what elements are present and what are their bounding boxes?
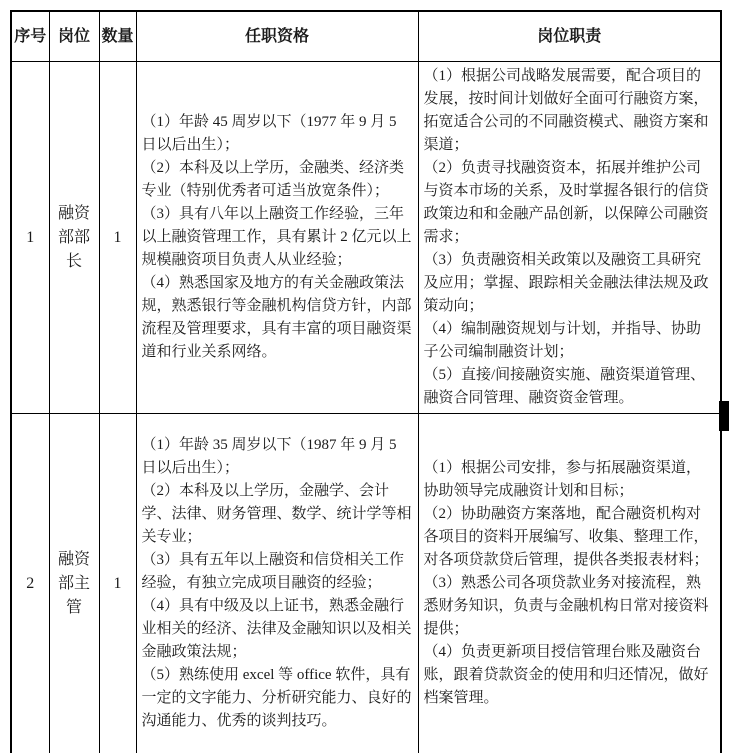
qualification-item: （4）熟悉国家及地方的有关金融政策法规，熟悉银行等金融机构信贷方针，内部流程及管理要求，具有丰富的项目融资渠道和行业关系网络。 (141, 275, 412, 360)
qualification-item: （5）熟练使用 excel 等 office 软件，具有一定的文字能力、分析研究能力、良好的沟通能力、优秀的谈判技巧。 (141, 667, 412, 730)
qualifications-cell (136, 62, 418, 414)
seq-cell: 2 (11, 414, 49, 753)
qualification-item: （2）本科及以上学历，金融类、经济类专业（特别优秀者可适当放宽条件）； (141, 160, 405, 199)
qualification-item: （1）年龄 35 周岁以下（1987 年 9 月 5 日以后出生）； (141, 437, 397, 477)
table-row (11, 414, 721, 753)
qualification-item: （2）本科及以上学历，金融学、会计学、法律、财务管理、数学、统计学等相关专业； (141, 483, 412, 546)
duty-item: （4）编制融资规划与计划，并指导、协助子公司编制融资计划； (423, 321, 702, 360)
count-cell: 1 (99, 62, 136, 414)
header-qualifications: 任职资格 (136, 11, 418, 62)
duties-cell (418, 62, 721, 414)
job-positions-table (10, 10, 722, 753)
duty-item: （1）根据公司安排，参与拓展融资渠道，协助领导完成融资计划和目标； (423, 460, 702, 500)
duty-item: （2）负责寻找融资资本，拓展并维护公司与资本市场的关系，及时掌握各银行的信贷政策边和和金融产品创新，以保障公司融资需求； (423, 160, 709, 245)
header-count: 数量 (99, 11, 136, 62)
table-header-row (11, 11, 721, 62)
table-row (11, 62, 721, 414)
qualifications-cell (136, 414, 418, 753)
seq-cell: 1 (11, 62, 49, 414)
duty-item: （5）直接/间接融资实施、融资渠道管理、融资合同管理、融资资金管理。 (423, 367, 706, 406)
black-mark-artifact (719, 401, 729, 431)
position-cell: 融资部部长 (49, 62, 99, 414)
count-cell: 1 (99, 414, 136, 753)
qualification-item: （1）年龄 45 周岁以下（1977 年 9 月 5 日以后出生）； (141, 114, 397, 153)
duty-item: （3）熟悉公司各项贷款业务对接流程，熟悉财务知识，负责与金融机构日常对接资料提供； (423, 575, 709, 638)
qualification-item: （3）具有五年以上融资和信贷相关工作经验，有独立完成项目融资的经验； (141, 552, 405, 592)
duty-item: （3）负责融资相关政策以及融资工具研究及应用；掌握、跟踪相关金融法律法规及政策动向； (423, 252, 709, 314)
duty-item: （1）根据公司战略发展需要，配合项目的发展，按时间计划做好全面可行融资方案，拓宽适合公司的不同融资模式、融资方案和渠道； (423, 68, 709, 153)
qualification-item: （3）具有八年以上融资工作经验，三年以上融资管理工作，具有累计 2 亿元以上规模融资项目负责人从业经验； (141, 206, 412, 268)
duty-item: （2）协助融资方案落地，配合融资机构对各项目的资料开展编写、收集、整理工作，对各项贷款贷后管理，提供各类报表材料； (423, 506, 709, 569)
duty-item: （4）负责更新项目授信管理台账及融资台账，跟着贷款资金的使用和归还情况，做好档案管理。 (423, 644, 709, 707)
qualification-item: （4）具有中级及以上证书，熟悉金融行业相关的经济、法律及金融知识以及相关金融政策法规； (141, 598, 412, 661)
header-duties: 岗位职责 (418, 11, 721, 62)
duties-cell (418, 414, 721, 753)
header-position: 岗位 (49, 11, 99, 62)
position-cell: 融资部主管 (49, 414, 99, 753)
header-seq: 序号 (11, 11, 49, 62)
